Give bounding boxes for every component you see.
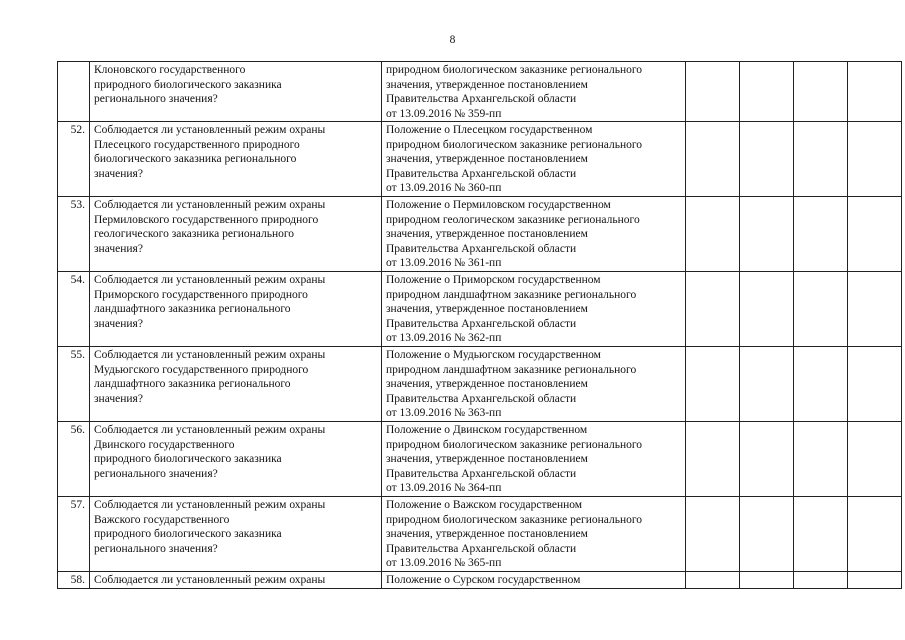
reference-line: от 13.09.2016 № 364-пп (386, 482, 502, 494)
question-line: значения? (94, 167, 143, 180)
reference-line: от 13.09.2016 № 361-пп (386, 257, 502, 269)
row-number: 55. (58, 347, 90, 422)
table-row (58, 272, 902, 347)
answer-cell (794, 572, 848, 589)
reference-line: значения, утвержденное постановлением (386, 453, 588, 465)
reference-line: значения, утвержденное постановлением (386, 303, 588, 315)
row-number: 57. (58, 497, 90, 572)
question-cell (90, 497, 382, 572)
checklist-body (58, 62, 902, 589)
answer-cell (740, 572, 794, 589)
question-line: ландшафтного заказника регионального (94, 303, 291, 315)
question-line: Соблюдается ли установленный режим охраны (94, 574, 326, 586)
question-line: Соблюдается ли установленный режим охраны (94, 499, 326, 511)
table-row (58, 572, 902, 589)
answer-cell (848, 497, 902, 572)
answer-cell (740, 422, 794, 497)
answer-cell (848, 272, 902, 347)
reference-line: природном биологическом заказнике регионального (386, 138, 643, 151)
reference-line: Положение о Пермиловском государственном (386, 199, 611, 211)
checklist-table (57, 61, 902, 589)
answer-cell (740, 497, 794, 572)
row-number: 56. (58, 422, 90, 497)
table-row (58, 347, 902, 422)
question-cell (90, 197, 382, 272)
row-number (58, 62, 90, 122)
answer-cell (740, 272, 794, 347)
answer-cell (794, 347, 848, 422)
answer-cell (794, 272, 848, 347)
answer-cell (686, 572, 740, 589)
reference-line: от 13.09.2016 № 362-пп (386, 332, 502, 344)
question-line: природного биологического заказника (94, 78, 282, 91)
reference-cell (382, 572, 686, 589)
reference-line: Положение о Важском государственном (386, 499, 583, 511)
reference-line: от 13.09.2016 № 363-пп (386, 407, 502, 419)
question-cell (90, 347, 382, 422)
question-cell (90, 572, 382, 589)
question-line: Соблюдается ли установленный режим охраны (94, 274, 326, 286)
question-line: значения? (94, 317, 143, 330)
answer-cell (740, 122, 794, 197)
question-cell (90, 422, 382, 497)
row-number: 54. (58, 272, 90, 347)
question-line: природного биологического заказника (94, 453, 282, 465)
answer-cell (686, 122, 740, 197)
answer-cell (848, 347, 902, 422)
question-line: Двинского государственного (94, 438, 235, 451)
question-line: регионального значения? (94, 542, 218, 555)
answer-cell (794, 422, 848, 497)
reference-line: Правительства Архангельской области (386, 242, 577, 255)
reference-line: от 13.09.2016 № 360-пп (386, 182, 502, 194)
answer-cell (740, 347, 794, 422)
question-line: Плесецкого государственного природного (94, 138, 300, 151)
reference-cell (382, 62, 686, 122)
answer-cell (794, 62, 848, 122)
question-line: Соблюдается ли установленный режим охраны (94, 124, 326, 136)
answer-cell (794, 497, 848, 572)
question-line: регионального значения? (94, 467, 218, 480)
reference-line: Положение о Мудьюгском государственном (386, 349, 601, 361)
answer-cell (848, 197, 902, 272)
row-number: 53. (58, 197, 90, 272)
reference-line: Положение о Сурском государственном (386, 574, 581, 586)
table-row (58, 62, 902, 122)
answer-cell (740, 62, 794, 122)
answer-cell (686, 272, 740, 347)
reference-line: Правительства Архангельской области (386, 467, 577, 480)
row-number: 58. (58, 572, 90, 589)
reference-line: значения, утвержденное постановлением (386, 78, 588, 91)
answer-cell (686, 422, 740, 497)
page-number: 8 (449, 34, 456, 46)
reference-cell (382, 272, 686, 347)
reference-line: значения, утвержденное постановлением (386, 528, 588, 540)
question-cell (90, 272, 382, 347)
answer-cell (740, 197, 794, 272)
answer-cell (686, 62, 740, 122)
row-number: 52. (58, 122, 90, 197)
reference-line: Положение о Двинском государственном (386, 424, 588, 436)
question-line: Пермиловского государственного природного (94, 213, 319, 226)
reference-line: Правительства Архангельской области (386, 167, 577, 180)
question-line: Соблюдается ли установленный режим охраны (94, 349, 326, 361)
question-line: биологического заказника регионального (94, 153, 297, 165)
question-line: Мудьюгского государственного природного (94, 363, 309, 376)
question-line: Соблюдается ли установленный режим охраны (94, 424, 326, 436)
answer-cell (848, 122, 902, 197)
reference-line: природном ландшафтном заказнике регионального (386, 363, 637, 376)
table-row (58, 497, 902, 572)
reference-line: Положение о Приморском государственном (386, 274, 601, 286)
question-cell (90, 62, 382, 122)
reference-line: от 13.09.2016 № 359-пп (386, 107, 502, 120)
reference-line: значения, утвержденное постановлением (386, 378, 588, 390)
reference-line: природном биологическом заказнике регионального (386, 513, 643, 526)
question-line: природного биологического заказника (94, 528, 282, 540)
reference-line: от 13.09.2016 № 365-пп (386, 557, 502, 569)
reference-line: природном геологическом заказнике регионального (386, 213, 640, 226)
reference-line: природном биологическом заказнике регионального (386, 64, 643, 76)
answer-cell (686, 197, 740, 272)
reference-line: природном ландшафтном заказнике регионального (386, 288, 637, 301)
answer-cell (686, 497, 740, 572)
reference-line: значения, утвержденное постановлением (386, 228, 588, 240)
table-row (58, 422, 902, 497)
reference-line: Правительства Архангельской области (386, 317, 577, 330)
reference-line: Правительства Архангельской области (386, 542, 577, 555)
question-line: регионального значения? (94, 93, 218, 105)
reference-cell (382, 197, 686, 272)
reference-line: Правительства Архангельской области (386, 93, 577, 105)
question-line: значения? (94, 392, 143, 405)
question-line: Соблюдается ли установленный режим охраны (94, 199, 326, 211)
reference-line: значения, утвержденное постановлением (386, 153, 588, 165)
reference-cell (382, 422, 686, 497)
reference-line: Положение о Плесецком государственном (386, 124, 593, 136)
answer-cell (848, 422, 902, 497)
answer-cell (794, 122, 848, 197)
reference-cell (382, 347, 686, 422)
question-line: ландшафтного заказника регионального (94, 378, 291, 390)
reference-cell (382, 497, 686, 572)
table-row (58, 122, 902, 197)
reference-cell (382, 122, 686, 197)
reference-line: природном биологическом заказнике регионального (386, 438, 643, 451)
answer-cell (794, 197, 848, 272)
question-line: геологического заказника регионального (94, 228, 295, 240)
answer-cell (686, 347, 740, 422)
question-line: Приморского государственного природного (94, 288, 308, 301)
question-cell (90, 122, 382, 197)
answer-cell (848, 62, 902, 122)
table-row (58, 197, 902, 272)
reference-line: Правительства Архангельской области (386, 392, 577, 405)
answer-cell (848, 572, 902, 589)
question-line: Важского государственного (94, 513, 230, 526)
question-line: Клоновского государственного (94, 64, 246, 76)
question-line: значения? (94, 242, 143, 255)
